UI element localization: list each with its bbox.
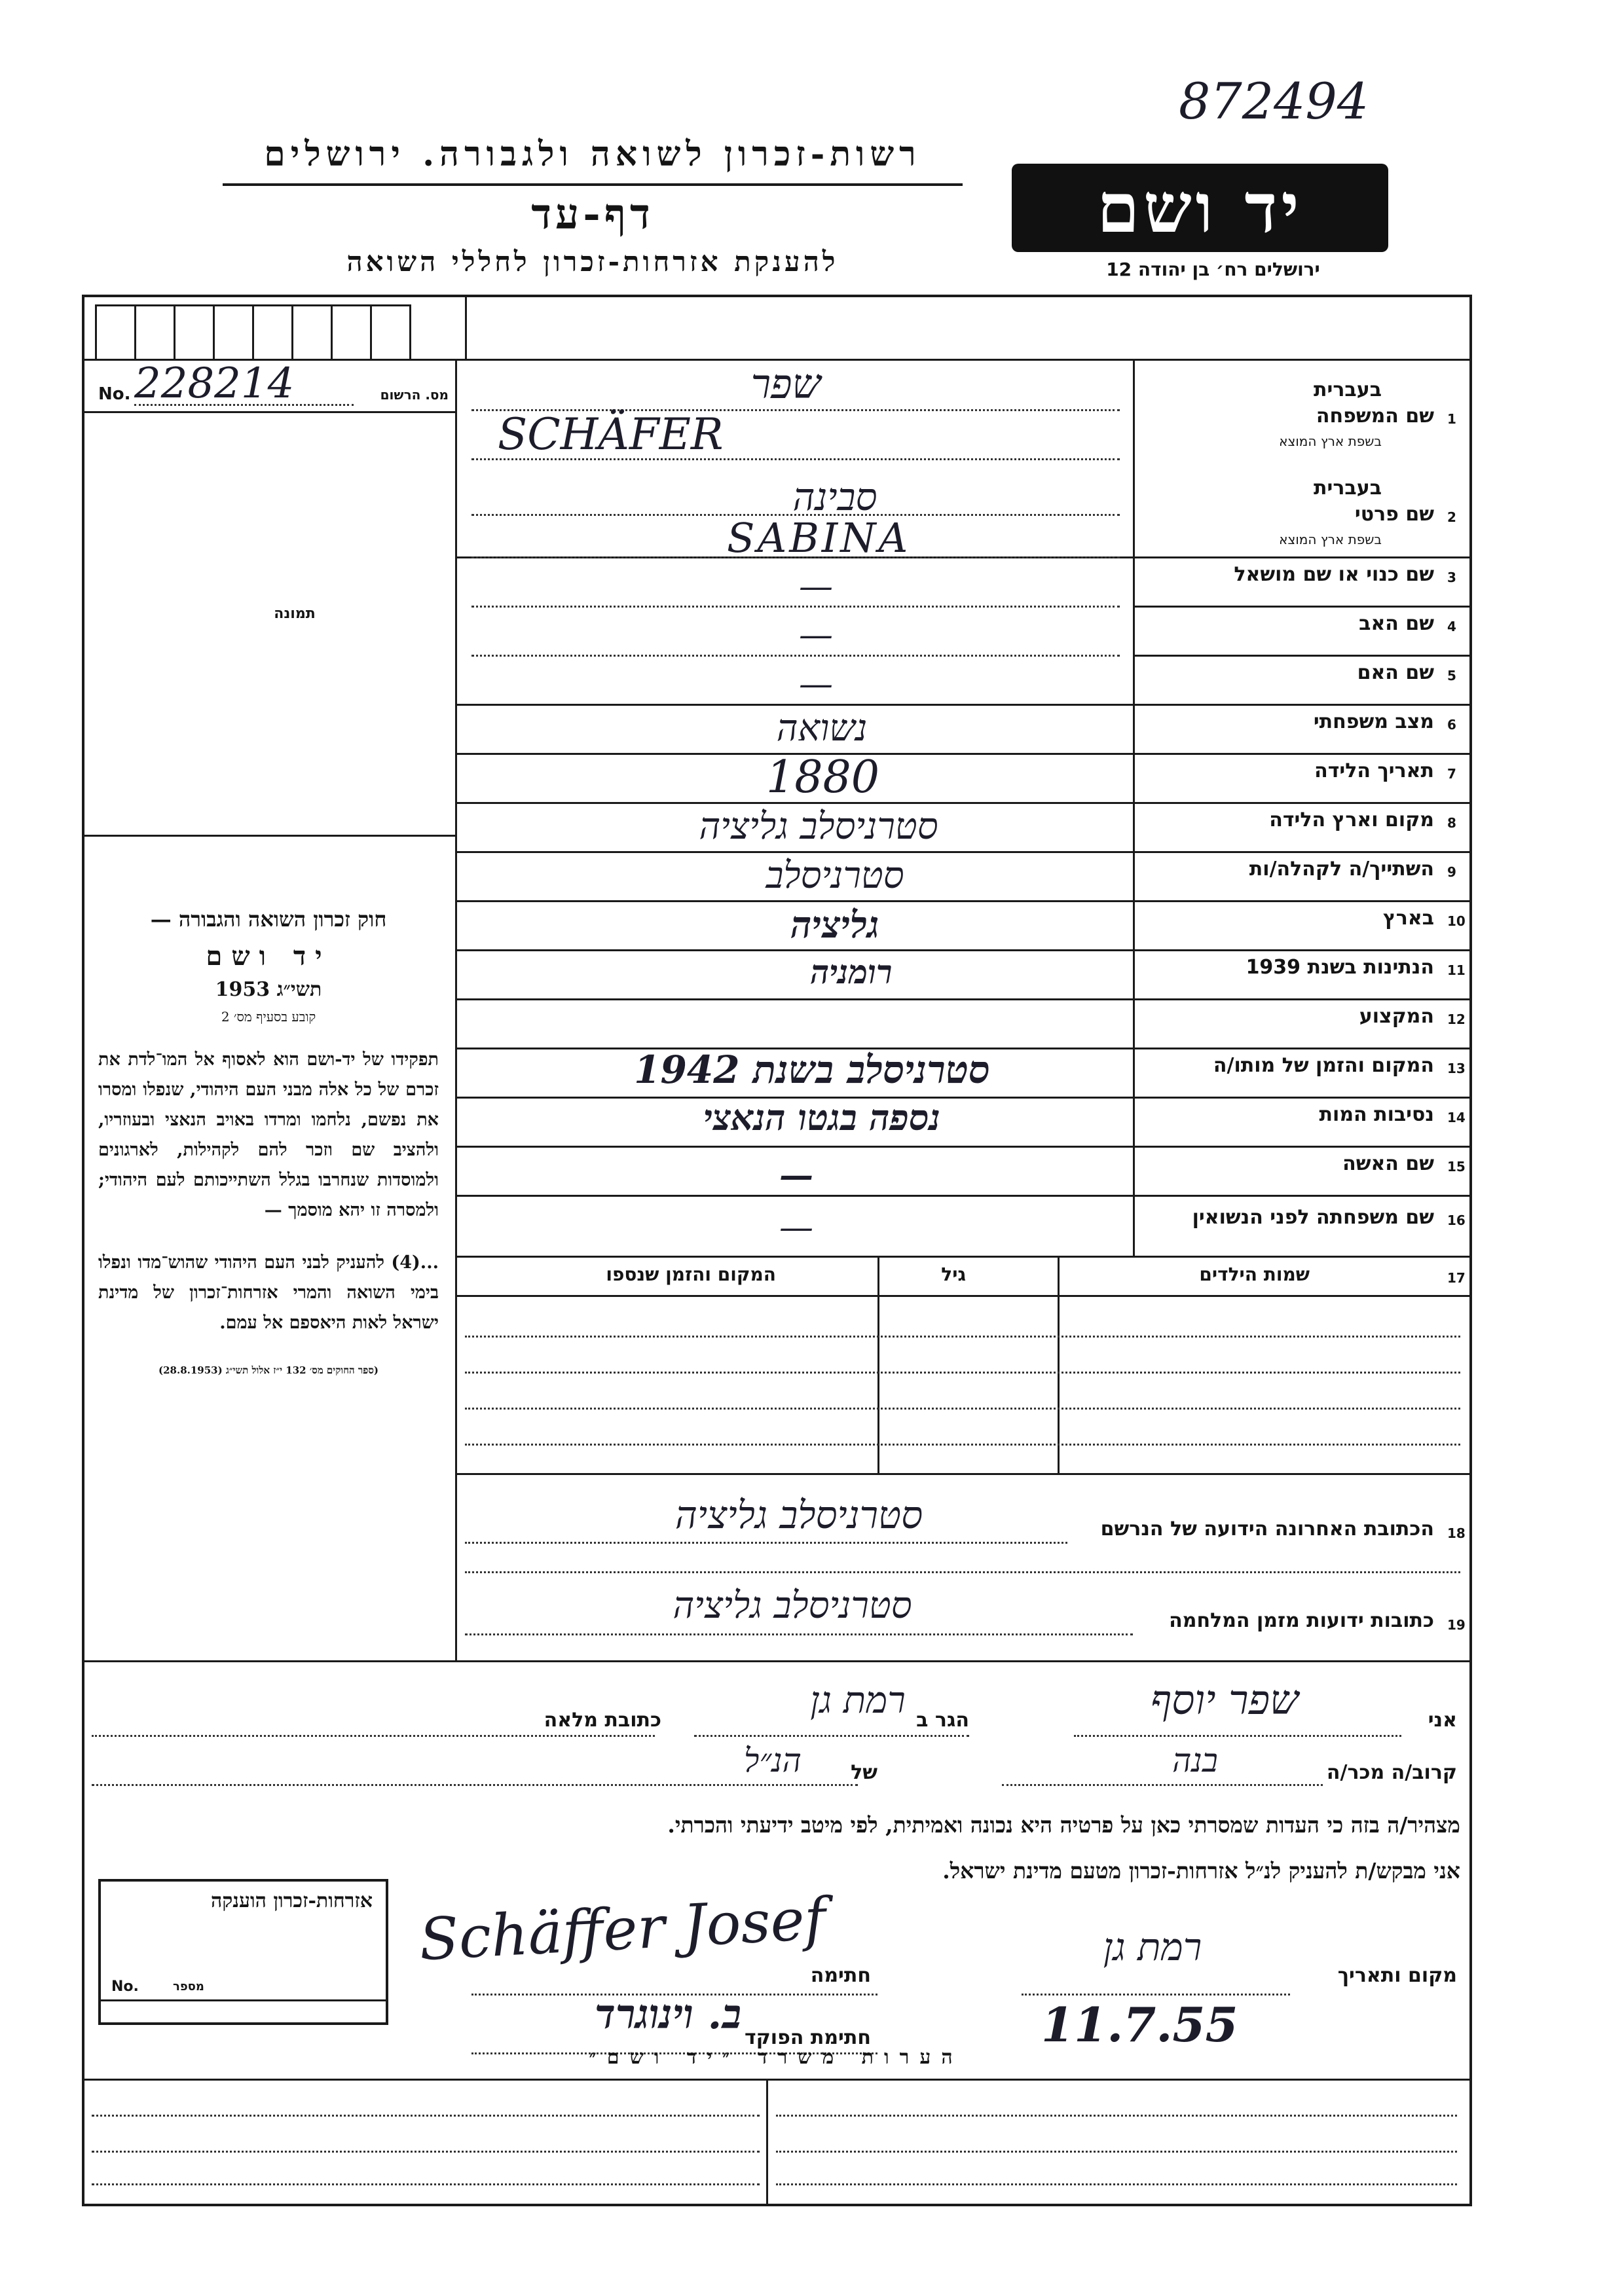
law-box <box>98 907 439 1377</box>
form-subtitle: להענקת אזרחות-זכרון לחללי השואה <box>346 246 839 278</box>
law-clause: קובע בסעיף מס׳ 2 <box>221 1009 316 1025</box>
photo-placeholder: תמונה <box>274 606 316 622</box>
office-notes-heading: הערות משרד ״יד ושם״ <box>589 2046 963 2069</box>
declarant-signature: Schäffer Josef <box>417 1884 828 1974</box>
law-title: חוק זכרון השואה והגבורה — <box>150 907 387 932</box>
first-name-local: SABINA <box>727 514 911 562</box>
yad-vashem-logo: יד ושם <box>1012 164 1388 252</box>
law-paragraph-2: ...(4) להעניק לבני העם היהודי שהוש־מדו ונפלו בימי השואה והמרי אזרחות־זכרון של מדינת ישראל לאות היאספם אל עמם. <box>98 1252 439 1333</box>
declarant-name: שפר יוסף <box>1150 1676 1299 1724</box>
request-statement: אני מבקש/ת להעניק לנ״ל אזרחות-זכרון מטעם מדינת ישראל. <box>942 1858 1460 1884</box>
logo-address: ירושלים רח׳ בן יהודה 12 <box>1106 259 1320 280</box>
official-signature: ב. וינוגרד <box>594 1990 742 2038</box>
family-name-hebrew: שפר <box>750 360 821 408</box>
col-children-names: שמות הילדים <box>1199 1264 1310 1285</box>
col-place-time: המקום והזמן שנספו <box>606 1264 776 1285</box>
declaration-statement: מצהיר/ה בזה כי העדות שמסרתי כאן על פרטיה היא נכונה ואמיתית, לפי מיטב ידיעתי והכרתי. <box>667 1812 1460 1838</box>
form-title: דף-עד <box>531 190 654 239</box>
family-name-local: SCHÄFER <box>498 409 724 460</box>
signing-date: 11.7.55 <box>1041 1997 1238 2052</box>
certificate-box: אזרחות-זכרון הוענקה No. מספר <box>98 1879 388 2025</box>
law-citation: (ספר החוקים מס׳ 132 י״ז אלול תשי״ג (28.8.1953) <box>158 1364 378 1376</box>
col-age: גיל <box>941 1264 966 1285</box>
declarant-city: רמת גן <box>810 1679 906 1722</box>
first-name-hebrew: סבינה <box>792 475 877 519</box>
law-year: תשי״ג 1953 <box>215 978 322 1001</box>
signing-place: רמת גן <box>1103 1925 1202 1969</box>
law-paragraph-1: תפקידו של יד-ושם הוא לאסוף אל המו־לדת את זכרם של כל אלה מבני העם היהודי, שנפלו ומסרו את נפשם, נלחמו ומרדו באויב הנאצי ובעוזריו, ולהציב שם וזכר להם לקהילות, לארגונים ולמוסדות שנחרבו בגלל השתייכותם לעם היהודי; ולמסרה זו יהא מוסמך — <box>98 1049 439 1220</box>
registration-number: No. 228214 מס. הרשום <box>98 359 449 408</box>
authority-line: רשות-זכרון לשואה ולגבורה. ירושלים <box>264 134 921 174</box>
law-name: יד ושם <box>206 941 331 972</box>
archive-number: 872494 <box>1179 72 1369 130</box>
relationship: בנה <box>1172 1741 1218 1779</box>
